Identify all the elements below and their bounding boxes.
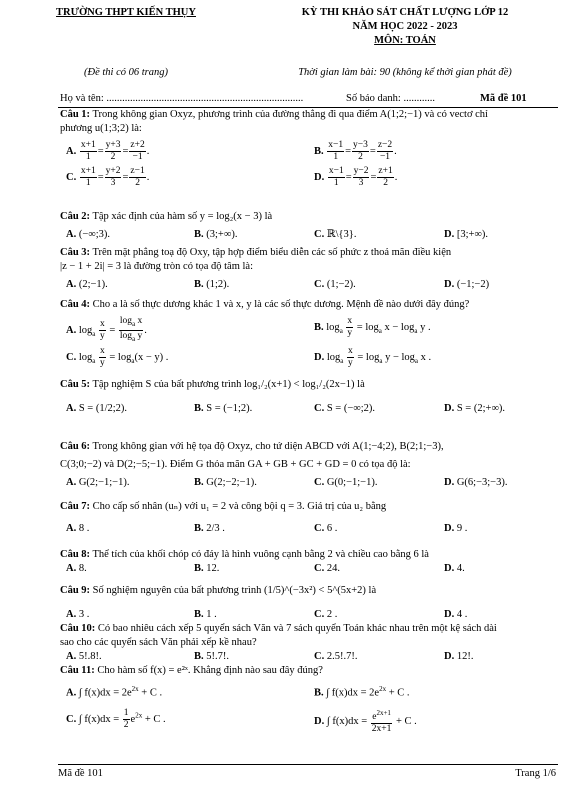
option-a[interactable]: A. 8. bbox=[66, 563, 87, 574]
options-row bbox=[60, 608, 562, 622]
question-label: Câu 2: bbox=[60, 211, 91, 222]
option-b[interactable]: B. G(2;−2;−1). bbox=[194, 477, 257, 488]
option-b[interactable]: B. 1 . bbox=[194, 609, 217, 620]
question-9 bbox=[60, 584, 562, 622]
question-text-cont: |z − 1 + 2i| = 3 là đường tròn có tọa độ tâm là: bbox=[60, 261, 254, 272]
option-a[interactable]: A. 8 . bbox=[66, 523, 90, 534]
option-d[interactable]: D. S = (2;+∞). bbox=[444, 403, 506, 414]
question-text: Cho hàm số f(x) = e²ˣ. Khẳng định nào sau đây đúng? bbox=[97, 665, 323, 676]
options-row bbox=[60, 650, 562, 664]
option-c[interactable]: C. 24. bbox=[314, 563, 340, 574]
options-row bbox=[60, 476, 562, 490]
question-label: Câu 1: bbox=[60, 109, 91, 120]
options-row bbox=[60, 346, 562, 374]
question-label: Câu 10: bbox=[60, 623, 96, 634]
exam-title: KỲ THI KHẢO SÁT CHẤT LƯỢNG LỚP 12 bbox=[301, 7, 509, 18]
option-b[interactable]: B. $\log_a$ $\frac{x}{y}$ = $\log_a x - \log_a y$ . bbox=[314, 316, 431, 338]
option-b[interactable]: B. 5!.7!. bbox=[194, 651, 230, 662]
options-row bbox=[60, 708, 562, 738]
question-label: Câu 3: bbox=[60, 247, 91, 258]
question-3 bbox=[60, 246, 562, 292]
subject: MÔN: TOÁN bbox=[374, 35, 436, 46]
question-text: Cho cấp số nhân (uₙ) với u₁ = 2 và công bội q = 3. Giá trị của u₂ bằng bbox=[92, 501, 387, 512]
question-label: Câu 7: bbox=[60, 501, 91, 512]
options-row bbox=[60, 138, 562, 166]
option-c[interactable]: C. 2 . bbox=[314, 609, 338, 620]
question-label: Câu 4: bbox=[60, 299, 91, 310]
option-b[interactable]: B. ∫ $f(x)dx = 2e^{2x} + C$ . bbox=[314, 685, 410, 699]
option-c[interactable]: C. 6 . bbox=[314, 523, 338, 534]
option-c[interactable]: C. 2.5!.7!. bbox=[314, 651, 358, 662]
option-a[interactable]: A. S = (1/2;2). bbox=[66, 403, 128, 414]
question-text: Tập nghiệm S của bất phương trình log₁/₂(x+1) < log₁/₂(2x−1) là bbox=[92, 379, 365, 390]
option-b[interactable]: B. (3;+∞). bbox=[194, 229, 238, 240]
option-c[interactable]: C. (1;−2). bbox=[314, 279, 356, 290]
question-text: Trên mặt phẳng toạ độ Oxy, tập hợp điểm biểu diễn các số phức z thoả mãn điều kiện bbox=[92, 247, 452, 258]
question-6 bbox=[60, 440, 562, 490]
option-d[interactable]: D. G(6;−3;−3). bbox=[444, 477, 508, 488]
option-a[interactable]: A. $\log_a$ $\frac{x}{y}$ = $\frac{\log_a x}{\log_a y}$ . bbox=[66, 316, 147, 343]
question-2 bbox=[60, 210, 562, 242]
name-field: Họ và tên: ........................................................................... bbox=[60, 93, 304, 104]
exam-header bbox=[0, 6, 566, 92]
option-d[interactable]: D. 12!. bbox=[444, 651, 474, 662]
question-label: Câu 11: bbox=[60, 665, 95, 676]
option-a[interactable]: A. 3 . bbox=[66, 609, 90, 620]
option-b[interactable]: B. $\frac{x-1}{1}$ = $\frac{y-3}{2}$ = $\frac{z-2}{-1}$ . bbox=[314, 140, 397, 162]
question-4 bbox=[60, 298, 562, 374]
exam-code-box: Mã đề 101 bbox=[480, 93, 527, 104]
time-note: Thời gian làm bài: 90 (không kể thời gian phát đề) bbox=[298, 67, 512, 78]
option-b[interactable]: B. (1;2). bbox=[194, 279, 230, 290]
option-c[interactable]: C. ∫ f(x)dx = $\frac{1}{2}$ $e^{2x} + C$ . bbox=[66, 708, 166, 730]
question-label: Câu 6: bbox=[60, 441, 91, 452]
footer-code: Mã đề 101 bbox=[58, 768, 103, 779]
option-a[interactable]: A. G(2;−1;−1). bbox=[66, 477, 130, 488]
option-d[interactable]: D. $\frac{x-1}{1}$ = $\frac{y-2}{3}$ = $\frac{z+1}{2}$ . bbox=[314, 166, 398, 188]
options-row bbox=[60, 278, 562, 292]
option-b[interactable]: B. 12. bbox=[194, 563, 220, 574]
option-d[interactable]: D. 4 . bbox=[444, 609, 468, 620]
option-c[interactable]: C. S = (−∞;2). bbox=[314, 403, 376, 414]
option-c[interactable]: C. $\log_a$ $\frac{x}{y}$ = $\log_a(x - y)$ . bbox=[66, 346, 169, 368]
options-row bbox=[60, 682, 562, 704]
footer-page: Trang 1/6 bbox=[515, 768, 556, 779]
option-b[interactable]: B. S = (−1;2). bbox=[194, 403, 253, 414]
option-c[interactable]: C. $\frac{x+1}{1}$ = $\frac{y+2}{3}$ = $\frac{z-1}{2}$ . bbox=[66, 166, 150, 188]
question-8 bbox=[60, 548, 562, 576]
question-text: Thể tích của khối chóp có đáy là hình vuông cạnh bằng 2 và chiều cao bằng 6 là bbox=[92, 549, 429, 560]
question-label: Câu 8: bbox=[60, 549, 91, 560]
question-text: Số nghiệm nguyên của bất phương trình (1/5)^(−3x²) < 5^(5x+2) là bbox=[92, 585, 377, 596]
option-c[interactable]: C. G(0;−1;−1). bbox=[314, 477, 378, 488]
option-c[interactable]: C. ℝ\{3}. bbox=[314, 229, 357, 240]
question-label: Câu 5: bbox=[60, 379, 91, 390]
student-info bbox=[60, 92, 558, 106]
options-row bbox=[60, 228, 562, 242]
options-row bbox=[60, 522, 562, 544]
question-5 bbox=[60, 378, 562, 426]
option-d[interactable]: D. (−1;−2) bbox=[444, 279, 490, 290]
question-text: Tập xác định của hàm số y = log₂(x − 3) là bbox=[92, 211, 273, 222]
id-field: Số báo danh: ............ bbox=[346, 93, 435, 104]
question-10 bbox=[60, 622, 562, 664]
option-a[interactable]: A. $\frac{x+1}{1}$ = $\frac{y+3}{2}$ = $\frac{z+2}{-1}$ . bbox=[66, 140, 150, 162]
school-name: TRƯỜNG THPT KIẾN THỤY bbox=[56, 7, 196, 18]
option-d[interactable]: D. 4. bbox=[444, 563, 465, 574]
question-1 bbox=[60, 108, 562, 194]
option-a[interactable]: A. (−∞;3). bbox=[66, 229, 111, 240]
options-row bbox=[60, 316, 562, 344]
footer-divider bbox=[58, 764, 558, 765]
options-row bbox=[60, 562, 562, 576]
question-11 bbox=[60, 664, 562, 738]
option-a[interactable]: A. (2;−1). bbox=[66, 279, 108, 290]
option-d[interactable]: D. ∫ f(x)dx = $\frac{e^{2x+1}}{2x+1}$ + C . bbox=[314, 709, 417, 735]
option-d[interactable]: D. 9 . bbox=[444, 523, 468, 534]
school-year: NĂM HỌC 2022 - 2023 bbox=[352, 21, 458, 32]
question-7 bbox=[60, 500, 562, 544]
options-row bbox=[60, 402, 562, 426]
pages-note: (Đề thi có 06 trang) bbox=[84, 67, 168, 78]
option-b[interactable]: B. 2/3 . bbox=[194, 523, 225, 534]
question-text: Trong không gian Oxyz, phương trình của đường thẳng đi qua điểm A(1;2;−1) và có vectơ chỉ bbox=[92, 109, 488, 120]
option-a[interactable]: A. ∫ $f(x)dx = 2e^{2x} + C$ . bbox=[66, 685, 163, 699]
options-row bbox=[60, 166, 562, 194]
question-text-cont: phương u(1;3;2) là: bbox=[60, 123, 142, 134]
option-d[interactable]: D. [3;+∞). bbox=[444, 229, 489, 240]
question-text: Cho a là số thực dương khác 1 và x, y là các số thực dương. Mệnh đề nào dưới đây đúng? bbox=[92, 299, 470, 310]
question-text-cont: sao cho các quyển sách Văn phải xếp kề nhau? bbox=[60, 637, 257, 648]
option-a[interactable]: A. 5!.8!. bbox=[66, 651, 102, 662]
option-d[interactable]: D. $\log_a$ $\frac{x}{y}$ = $\log_a y - \log_a x$ . bbox=[314, 346, 432, 368]
question-text-cont: C(3;0;−2) và D(2;−5;−1). Điểm G thỏa mãn GA + GB + GC + GD = 0 có tọa độ là: bbox=[60, 459, 411, 470]
question-label: Câu 9: bbox=[60, 585, 91, 596]
question-text: Trong không gian với hệ tọa độ Oxyz, cho tứ diện ABCD với A(1;−4;2), B(2;1;−3), bbox=[92, 441, 444, 452]
question-text: Có bao nhiêu cách xếp 5 quyển sách Văn và 7 sách quyển Toán khác nhau trên một kệ sách dài bbox=[97, 623, 497, 634]
